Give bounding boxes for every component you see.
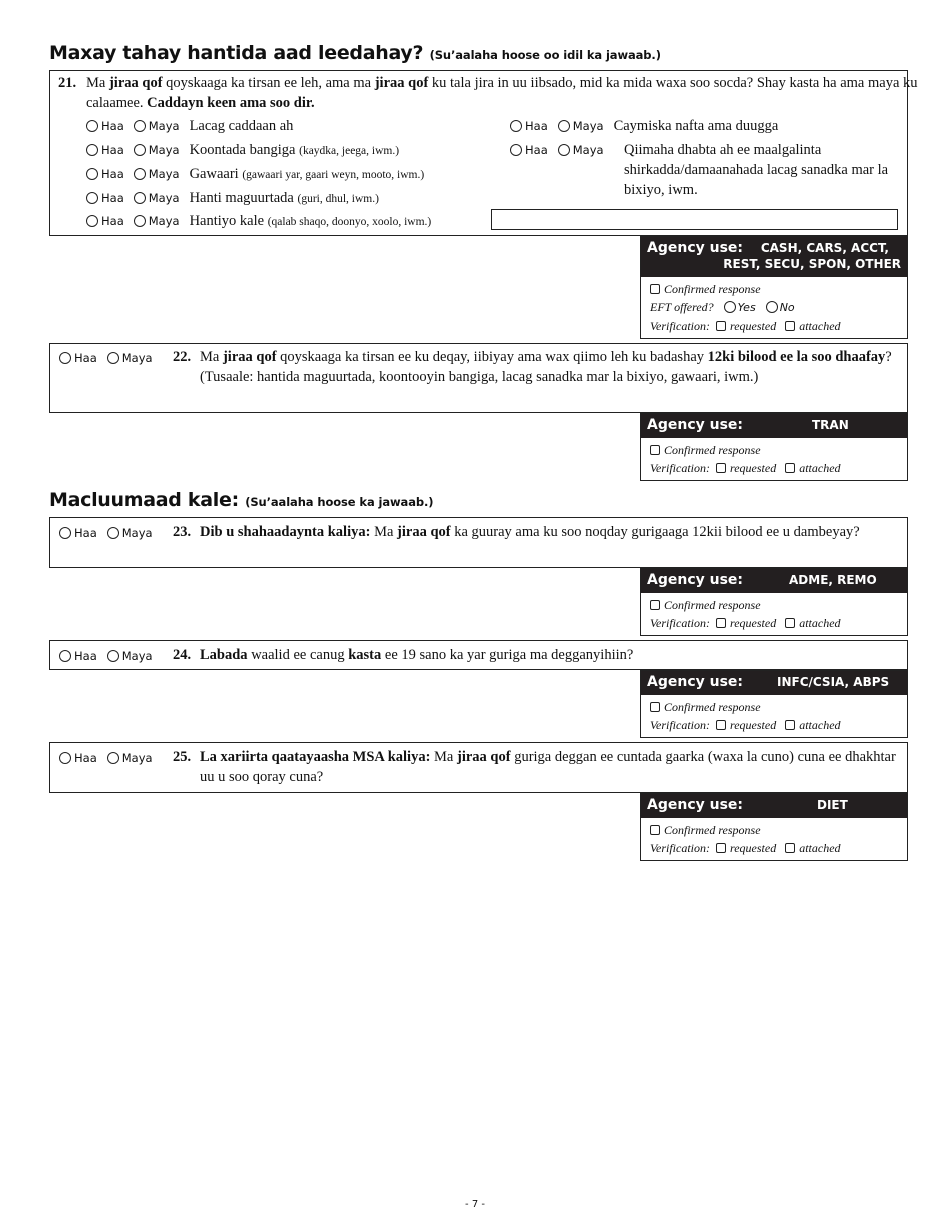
q21-investment-no-radio[interactable]	[558, 144, 570, 156]
agency-use-body	[641, 818, 907, 860]
attached-checkbox[interactable]	[785, 463, 795, 473]
confirmed-response-checkbox[interactable]	[650, 702, 660, 712]
verification-label: Verification:	[650, 718, 710, 732]
q21-option-note: (qalab shaqo, doonyo, xoolo, iwm.)	[267, 216, 432, 228]
q21-realestate-yes-radio[interactable]	[86, 192, 98, 204]
no-label: Maya	[121, 751, 153, 765]
agency-use-header	[641, 237, 907, 277]
q21-option-cash	[86, 116, 293, 136]
agency-codes: DIET	[817, 798, 848, 812]
agency-use-box-22	[640, 413, 908, 481]
no-label: Maya	[148, 191, 180, 205]
q21-bank-yes-radio[interactable]	[86, 144, 98, 156]
q25-yes-no	[59, 749, 163, 767]
q22-bold-part: jiraa qof	[222, 349, 277, 365]
agency-use-header	[641, 569, 907, 593]
yes-label: Haa	[101, 143, 124, 157]
agency-codes: CASH, CARS, ACCT,	[760, 241, 889, 255]
q21-insurance-yes-radio[interactable]	[510, 120, 522, 132]
q25-bold-part: jiraa qof	[457, 749, 511, 765]
q21-option-label: Koontada bangiga	[189, 142, 296, 158]
attached-checkbox[interactable]	[785, 720, 795, 730]
agency-use-body	[641, 593, 907, 635]
yes-label: Haa	[525, 143, 548, 157]
q21-option-label: Lacag caddaan ah	[189, 118, 294, 134]
q22-text-part: Ma	[200, 349, 223, 365]
agency-use-box-24	[640, 670, 908, 738]
question-25-number: 25.	[173, 749, 192, 765]
agency-use-title: Agency use:	[647, 240, 744, 256]
section-title-other-text: Macluumaad kale:	[49, 489, 239, 511]
yes-label: Haa	[74, 351, 97, 365]
requested-label: requested	[730, 461, 777, 475]
verification-label: Verification:	[650, 461, 710, 475]
q21-option-label: Hantiyo kale	[189, 213, 265, 229]
q21-option-label: Gawaari	[189, 166, 239, 182]
agency-codes: REST, SECU, SPON, OTHER	[723, 257, 901, 271]
section-title-assets-text: Maxay tahay hantida aad leedahay?	[49, 42, 424, 64]
q21-insurance-no-radio[interactable]	[558, 120, 570, 132]
agency-use-title: Agency use:	[647, 797, 744, 813]
no-label: Maya	[121, 526, 153, 540]
attached-label: attached	[799, 718, 841, 732]
agency-use-title: Agency use:	[647, 572, 744, 588]
q25-no-radio[interactable]	[107, 752, 119, 764]
attached-checkbox[interactable]	[785, 843, 795, 853]
verification-label: Verification:	[650, 841, 710, 855]
section-subtitle-other: (Su’aalaha hoose ka jawaab.)	[245, 495, 434, 509]
requested-checkbox[interactable]	[716, 843, 726, 853]
q23-bold-part: Dib u shahaadaynta kaliya:	[200, 524, 371, 540]
question-24-number: 24.	[173, 647, 192, 663]
q21-bank-no-radio[interactable]	[134, 144, 146, 156]
eft-yes-radio[interactable]	[724, 301, 736, 313]
q21-cash-no-radio[interactable]	[134, 120, 146, 132]
q21-option-investment-label: Qiimaha dhabta ah ee maalgalinta shirkadda/damaanahada lacag sanadka mar la bixiyo, iwm.	[624, 142, 889, 198]
q22-yes-no	[59, 349, 163, 367]
q21-option-note: (kaydka, jeega, iwm.)	[299, 145, 400, 157]
q21-option-life-insurance	[510, 116, 778, 136]
no-label: Maya	[148, 167, 180, 181]
q22-no-radio[interactable]	[107, 352, 119, 364]
question-23-text	[173, 522, 900, 542]
verification-label: Verification:	[650, 616, 710, 630]
section-subtitle-assets: (Su’aalaha hoose oo idil ka jawaab.)	[429, 48, 661, 62]
eft-no-radio[interactable]	[766, 301, 778, 313]
requested-label: requested	[730, 616, 777, 630]
question-24-box	[49, 640, 908, 670]
agency-use-header	[641, 671, 907, 695]
question-21-number: 21.	[58, 75, 77, 91]
yes-label: Haa	[101, 119, 124, 133]
q22-bold-part: 12ki bilood ee la soo dhaafay	[707, 349, 886, 365]
requested-label: requested	[730, 319, 777, 333]
q23-yes-radio[interactable]	[59, 527, 71, 539]
no-label: Maya	[121, 351, 153, 365]
requested-checkbox[interactable]	[716, 720, 726, 730]
no-label: Maya	[148, 214, 180, 228]
section-title-other	[49, 489, 433, 511]
q21-other-write-in-field[interactable]	[491, 209, 898, 230]
q21-option-note: (gawaari yar, gaari weyn, mooto, iwm.)	[242, 169, 425, 181]
section-title-assets	[49, 42, 661, 64]
question-21-text	[58, 73, 922, 113]
agency-use-box-25	[640, 793, 908, 861]
q24-yes-no	[59, 647, 163, 665]
q23-no-radio[interactable]	[107, 527, 119, 539]
confirmed-response-checkbox[interactable]	[650, 600, 660, 610]
attached-label: attached	[799, 616, 841, 630]
verification-label: Verification:	[650, 319, 710, 333]
question-22-number: 22.	[173, 349, 192, 365]
q23-bold-part: jiraa qof	[397, 524, 451, 540]
q21-other-yes-radio[interactable]	[86, 215, 98, 227]
agency-codes: TRAN	[812, 418, 849, 432]
attached-label: attached	[799, 319, 841, 333]
no-label: Maya	[121, 649, 153, 663]
question-25-box	[49, 742, 908, 793]
yes-label: Haa	[101, 214, 124, 228]
q21-option-other	[86, 211, 431, 232]
agency-use-body	[641, 695, 907, 737]
agency-codes: INFC/CSIA, ABPS	[777, 675, 890, 689]
requested-label: requested	[730, 718, 777, 732]
q24-yes-radio[interactable]	[59, 650, 71, 662]
yes-label: Haa	[101, 167, 124, 181]
q24-text-part: waalid ee canug	[247, 647, 349, 663]
q23-yes-no	[59, 524, 163, 542]
requested-checkbox[interactable]	[716, 321, 726, 331]
q24-bold-part: kasta	[348, 647, 382, 663]
agency-use-header	[641, 794, 907, 818]
q21-realestate-no-radio[interactable]	[134, 192, 146, 204]
attached-label: attached	[799, 841, 841, 855]
q21-bold-part: Caddayn keen ama soo dir.	[147, 95, 315, 111]
q23-text-part: ka guuray ama ku soo noqday gurigaaga 12kii bilood ee u dambeyay?	[450, 524, 860, 540]
q21-investment-yes-radio[interactable]	[510, 144, 522, 156]
agency-use-body	[641, 438, 907, 480]
confirmed-response-label: Confirmed response	[664, 823, 761, 837]
requested-checkbox[interactable]	[716, 463, 726, 473]
page-number: - 7 -	[465, 1199, 485, 1210]
q21-option-vehicles	[86, 164, 424, 185]
q21-option-note: (guri, dhul, iwm.)	[297, 193, 379, 205]
question-21-box	[49, 70, 918, 236]
agency-use-header	[641, 414, 907, 438]
q21-option-label: Hanti maguurtada	[189, 190, 294, 206]
q25-bold-part: La xariirta qaatayaasha MSA kaliya:	[200, 749, 431, 765]
q21-bold-part: jiraa qof	[108, 75, 163, 91]
no-label: Maya	[148, 143, 180, 157]
q24-bold-part: Labada	[200, 647, 248, 663]
agency-use-body	[641, 277, 907, 338]
confirmed-response-label: Confirmed response	[664, 700, 761, 714]
confirmed-response-checkbox[interactable]	[650, 825, 660, 835]
q21-bold-part: jiraa qof	[374, 75, 429, 91]
q22-text-part: qoyskaaga ka tirsan ee ku deqay, iibiyay ama wax qiimo leh ku badashay	[276, 349, 708, 365]
question-22-text	[173, 347, 900, 387]
agency-use-box-21	[640, 236, 908, 339]
yes-label: Haa	[74, 526, 97, 540]
confirmed-response-label: Confirmed response	[664, 443, 761, 457]
question-23-number: 23.	[173, 524, 192, 540]
no-label: Maya	[148, 119, 180, 133]
q21-other-no-radio[interactable]	[134, 215, 146, 227]
no-label: Maya	[572, 119, 604, 133]
confirmed-response-checkbox[interactable]	[650, 284, 660, 294]
requested-checkbox[interactable]	[716, 618, 726, 628]
agency-codes: ADME, REMO	[789, 573, 877, 587]
q21-text-part: qoyskaaga ka tirsan ee leh, ama ma	[162, 75, 375, 91]
confirmed-response-checkbox[interactable]	[650, 445, 660, 455]
q21-option-real-estate	[86, 188, 379, 209]
yes-label: Haa	[525, 119, 548, 133]
q23-text-part: Ma	[370, 524, 398, 540]
agency-use-title: Agency use:	[647, 674, 744, 690]
confirmed-response-label: Confirmed response	[664, 282, 761, 296]
attached-label: attached	[799, 461, 841, 475]
eft-offered-label: EFT offered?	[650, 300, 714, 314]
eft-no-label: No	[779, 301, 795, 314]
no-label: Maya	[572, 143, 604, 157]
yes-label: Haa	[74, 649, 97, 663]
question-24-text	[173, 645, 883, 665]
agency-use-title: Agency use:	[647, 417, 744, 433]
question-22-box	[49, 343, 908, 413]
eft-yes-label: Yes	[737, 301, 756, 314]
q21-vehicles-no-radio[interactable]	[134, 168, 146, 180]
q25-text-part: Ma	[430, 749, 457, 765]
q21-option-label: Caymiska nafta ama duugga	[613, 118, 779, 134]
yes-label: Haa	[101, 191, 124, 205]
yes-label: Haa	[74, 751, 97, 765]
requested-label: requested	[730, 841, 777, 855]
q24-no-radio[interactable]	[107, 650, 119, 662]
q21-text-part: Ma	[86, 75, 109, 91]
q21-option-bank	[86, 140, 399, 161]
question-25-text	[173, 747, 900, 787]
q25-yes-radio[interactable]	[59, 752, 71, 764]
attached-checkbox[interactable]	[785, 618, 795, 628]
attached-checkbox[interactable]	[785, 321, 795, 331]
q21-cash-yes-radio[interactable]	[86, 120, 98, 132]
q21-option-investment	[510, 140, 614, 160]
q21-text-part: ku tala jira in uu iibsado, mid ka mida waxa soo socda? Shay kasta ha ama maya ku calaamee.	[86, 75, 918, 111]
confirmed-response-label: Confirmed response	[664, 598, 761, 612]
q25-text-part: guriga deggan ee cuntada gaarka (waxa la cuno) cuna ee dhakhtar uu u soo qoray cuna?	[200, 749, 896, 785]
q21-vehicles-yes-radio[interactable]	[86, 168, 98, 180]
question-23-box	[49, 517, 908, 568]
q22-yes-radio[interactable]	[59, 352, 71, 364]
agency-use-box-23	[640, 568, 908, 636]
q22-text-part: ? (Tusaale: hantida maguurtada, koontooyin bangiga, lacag sanadka mar la bixiyo, gawaari, iwm.)	[200, 349, 892, 385]
q24-text-part: ee 19 sano ka yar guriga ma degganyihiin?	[381, 647, 634, 663]
